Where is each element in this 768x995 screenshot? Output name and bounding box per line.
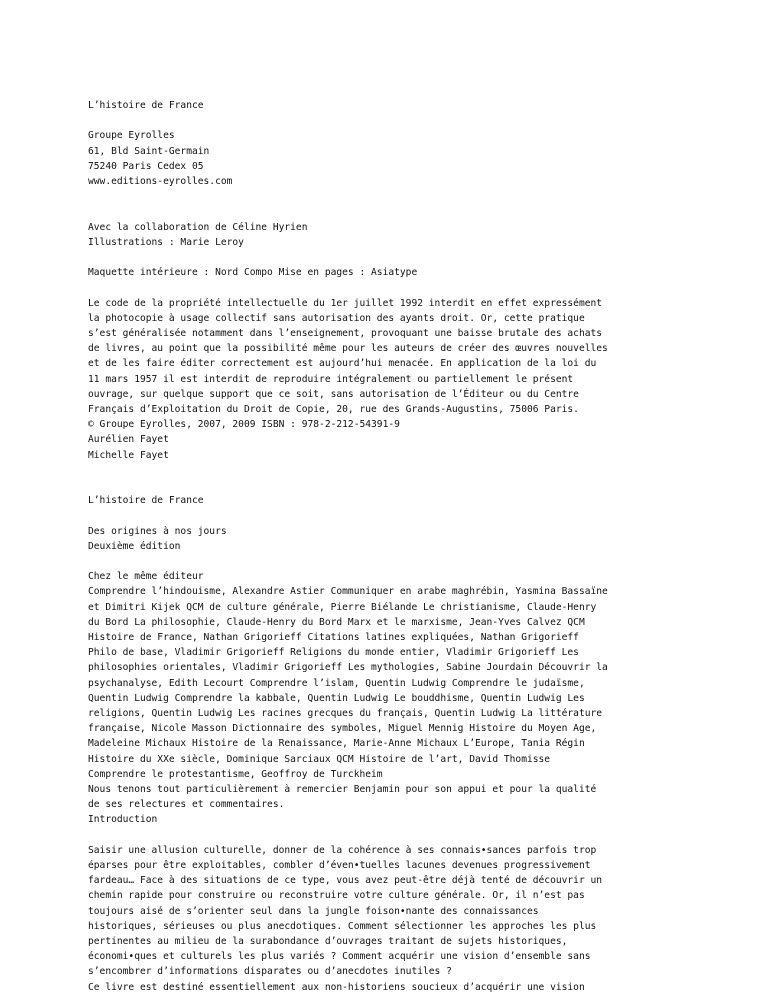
text-line: Des origines à nos jours xyxy=(88,525,227,537)
text-line xyxy=(88,554,688,569)
text-line xyxy=(88,280,688,295)
text-line: 75240 Paris Cedex 05 xyxy=(88,160,204,172)
text-line: la photocopie à usage collectif sans autorisation des ayants droit. Or, cette pratique xyxy=(88,312,585,324)
text-line: 61, Bld Saint-Germain xyxy=(88,145,210,157)
text-line: du Bord La philosophie, Claude-Henry du Bord Marx et le marxisme, Jean-Yves Calvez QCM xyxy=(88,616,585,628)
text-line: Français d’Exploitation du Droit de Copie, 20, rue des Grands-Augustins, 75006 Paris. xyxy=(88,403,579,415)
text-line xyxy=(88,508,688,523)
text-line: www.editions-eyrolles.com xyxy=(88,176,233,187)
text-line: Chez le même éditeur xyxy=(88,571,204,583)
text-line: s’encombrer d’informations disparates ou d’anecdotes inutiles ? xyxy=(88,966,452,978)
text-line xyxy=(88,113,688,128)
text-line xyxy=(88,828,688,843)
text-line: Histoire de France, Nathan Grigorieff Citations latines expliquées, Nathan Grigorieff xyxy=(88,631,579,643)
text-line: © Groupe Eyrolles, 2007, 2009 ISBN : 978-2-212-54391-9 xyxy=(88,419,400,431)
text-line: Madeleine Michaux Histoire de la Renaissance, Marie-Anne Michaux L’Europe, Tania Régin xyxy=(88,738,585,750)
text-line: éparses pour être exploitables, combler d’éven•tuelles lacunes devenues progressivement xyxy=(88,860,591,871)
document-body xyxy=(88,98,688,995)
text-line: Quentin Ludwig Comprendre la kabbale, Quentin Ludwig Le bouddhisme, Quentin Ludwig Les xyxy=(88,692,585,704)
text-line: Ce livre est destiné essentiellement aux non-historiens soucieux d’acquérir une vision xyxy=(88,981,585,993)
text-line: fardeau… Face à des situations de ce type, vous avez peut-être déjà tenté de découvrir un xyxy=(88,875,603,887)
text-line: et de les faire éditer correctement est aujourd’hui menacée. En application de la loi du xyxy=(88,358,597,370)
text-line: française, Nicole Masson Dictionnaire des symboles, Miguel Mennig Histoire du Moyen Age, xyxy=(88,723,597,735)
text-line: Aurélien Fayet xyxy=(88,434,169,446)
text-line: religions, Quentin Ludwig Les racines grecques du français, Quentin Ludwig La littérature xyxy=(88,707,603,719)
text-line: Philo de base, Vladimir Grigorieff Religions du monde entier, Vladimir Grigorieff Les xyxy=(88,647,579,659)
text-line: Michelle Fayet xyxy=(88,449,169,461)
text-line: psychanalyse, Edith Lecourt Comprendre l’islam, Quentin Ludwig Comprendre le judaïsme, xyxy=(88,677,585,689)
text-line: Deuxième édition xyxy=(88,540,181,552)
text-line: L’histoire de France xyxy=(88,495,204,507)
text-line xyxy=(88,463,688,478)
text-line: s’est généralisée notamment dans l’enseignement, provoquant une baisse brutale des achats xyxy=(88,327,603,339)
text-line: Histoire du XXe siècle, Dominique Sarciaux QCM Histoire de l’art, David Thomisse xyxy=(88,753,551,765)
text-line: économi•ques et culturels les plus variés ? Comment acquérir une vision d’ensemble sans xyxy=(88,951,591,963)
text-line: 11 mars 1957 il est interdit de reproduire intégralement ou partiellement le présent xyxy=(88,373,574,385)
text-line: Introduction xyxy=(88,814,158,826)
text-line xyxy=(88,189,688,204)
text-line: philosophies orientales, Vladimir Grigorieff Les mythologies, Sabine Jourdain Découvrir la xyxy=(88,662,608,674)
text-line xyxy=(88,204,688,219)
text-line: Saisir une allusion culturelle, donner de la cohérence à ses connais•sances parfois trop xyxy=(88,844,597,856)
text-line: Nous tenons tout particulièrement à remercier Benjamin pour son appui et pour la qualité xyxy=(88,784,597,795)
text-line: Avec la collaboration de Céline Hyrien xyxy=(88,221,308,233)
text-line: ouvrage, sur quelque support que ce soit, sans autorisation de l’Éditeur ou du Centre xyxy=(88,388,579,400)
text-line: Comprendre le protestantisme, Geoffroy de Turckheim xyxy=(88,768,383,780)
text-line: Maquette intérieure : Nord Compo Mise en pages : Asiatype xyxy=(88,267,418,279)
text-line: et Dimitri Kijek QCM de culture générale, Pierre Biélande Le christianisme, Claude-Henry xyxy=(88,601,597,613)
text-line: L’histoire de France xyxy=(88,100,204,111)
text-line: pertinentes au milieu de la surabondance d’ouvrages traitant de sujets historiques, xyxy=(88,936,568,948)
text-line xyxy=(88,478,688,493)
text-line: chemin rapide pour construire ou reconstruire votre culture générale. Or, il n’est pas xyxy=(88,890,585,902)
text-line: Illustrations : Marie Leroy xyxy=(88,236,244,248)
text-line: de livres, au point que la possibilité même pour les auteurs de créer des œuvres nouvelles xyxy=(88,343,608,355)
text-line xyxy=(88,250,688,265)
text-line: historiques, sérieuses ou plus anecdotiques. Comment sélectionner les approches les plus xyxy=(88,920,597,932)
text-line: toujours aisé de s’orienter seul dans la jungle foison•nante des connaissances xyxy=(88,905,539,917)
text-line: Le code de la propriété intellectuelle du 1er juillet 1992 interdit en effet expressément xyxy=(88,297,603,309)
text-line: Comprendre l’hindouisme, Alexandre Astier Communiquer en arabe maghrébin, Yasmina Bassaïne xyxy=(88,586,608,598)
text-line: de ses relectures et commentaires. xyxy=(88,799,285,811)
text-line: Groupe Eyrolles xyxy=(88,130,175,142)
